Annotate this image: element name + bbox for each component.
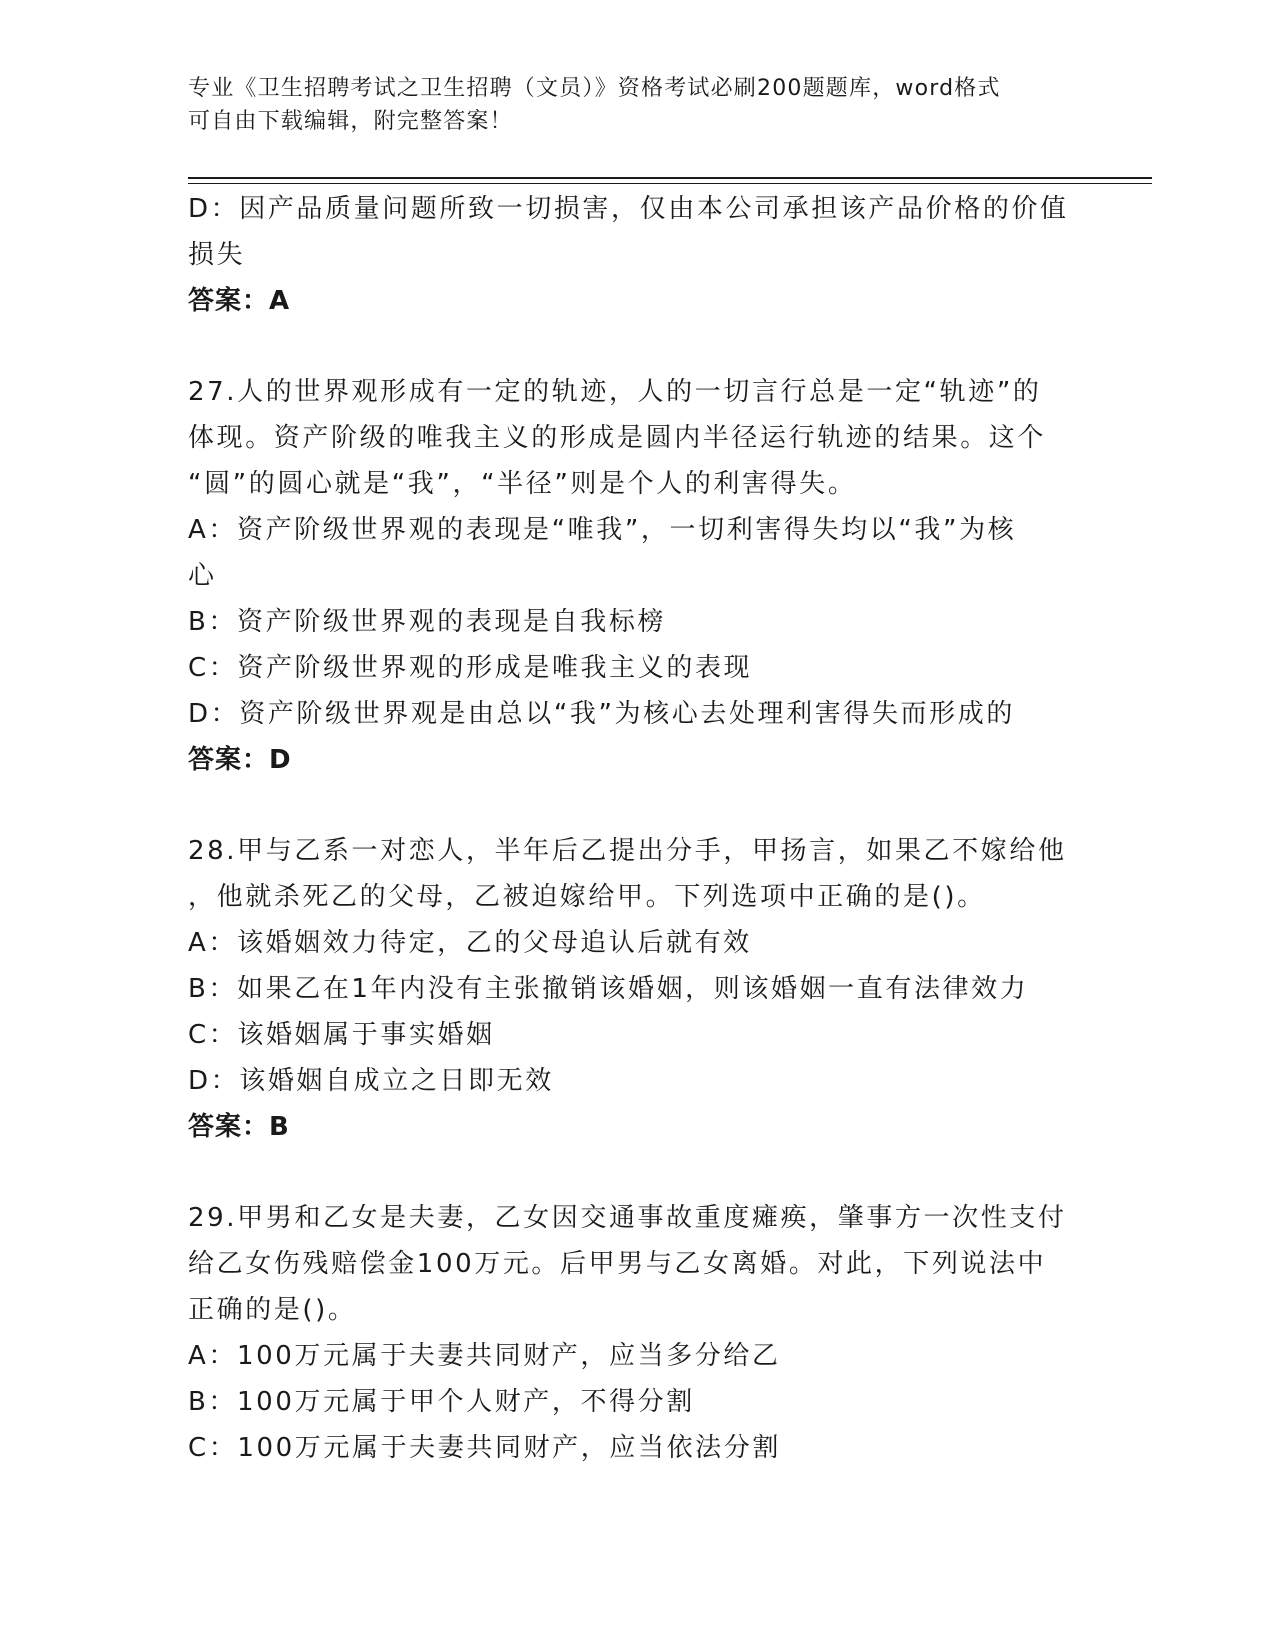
option-a: A：该婚姻效力待定，乙的父母追认后就有效 xyxy=(188,928,752,958)
header-divider-thick xyxy=(188,177,1152,179)
option-c: C：该婚姻属于事实婚姻 xyxy=(188,1020,495,1050)
option-c: C：100万元属于夫妻共同财产，应当依法分割 xyxy=(188,1433,781,1463)
spacer xyxy=(188,324,1088,369)
option-d: D：因产品质量问题所致一切损害，仅由本公司承担该产品价格的价值 xyxy=(188,194,1069,224)
option-b: B：100万元属于甲个人财产，不得分割 xyxy=(188,1387,695,1417)
answer: 答案：B xyxy=(188,1112,290,1142)
question-stem-continued: 给乙女伤残赔偿金100万元。后甲男与乙女离婚。对此，下列说法中 xyxy=(188,1249,1047,1279)
question-26 xyxy=(188,186,1088,324)
question-stem-continued: 体现。资产阶级的唯我主义的形成是圆内半径运行轨迹的结果。这个 xyxy=(188,423,1047,453)
option-d: D：该婚姻自成立之日即无效 xyxy=(188,1066,554,1096)
question-stem-continued: ，他就杀死乙的父母，乙被迫嫁给甲。下列选项中正确的是()。 xyxy=(188,882,986,912)
option-a-continued: 心 xyxy=(188,561,217,591)
question-stem-continued: 正确的是()。 xyxy=(188,1295,357,1325)
question-29 xyxy=(188,1195,1088,1471)
question-stem: 27.人的世界观形成有一定的轨迹，人的一切言行总是一定“轨迹”的 xyxy=(188,377,1042,407)
header-divider-thin xyxy=(188,183,1152,184)
option-a: A：100万元属于夫妻共同财产，应当多分给乙 xyxy=(188,1341,781,1371)
option-c: C：资产阶级世界观的形成是唯我主义的表现 xyxy=(188,653,753,683)
header-title-line-1: 专业《卫生招聘考试之卫生招聘（文员）》资格考试必刷200题题库，word格式 xyxy=(188,76,1001,101)
option-b: B：资产阶级世界观的表现是自我标榜 xyxy=(188,607,667,637)
question-stem: 29.甲男和乙女是夫妻，乙女因交通事故重度瘫痪，肇事方一次性支付 xyxy=(188,1203,1067,1233)
question-stem-continued: “圆”的圆心就是“我”，“半径”则是个人的利害得失。 xyxy=(188,469,857,499)
page-header xyxy=(188,72,1068,138)
question-28 xyxy=(188,828,1088,1150)
option-a: A：资产阶级世界观的表现是“唯我”，一切利害得失均以“我”为核 xyxy=(188,515,1017,545)
answer: 答案：D xyxy=(188,745,292,775)
spacer xyxy=(188,1150,1088,1195)
option-d: D：资产阶级世界观是由总以“我”为核心去处理利害得失而形成的 xyxy=(188,699,1015,729)
answer: 答案：A xyxy=(188,286,291,316)
spacer xyxy=(188,783,1088,828)
option-b: B：如果乙在1年内没有主张撤销该婚姻，则该婚姻一直有法律效力 xyxy=(188,974,1029,1004)
question-27 xyxy=(188,369,1088,783)
document-body xyxy=(188,186,1088,1471)
option-d-continued: 损失 xyxy=(188,240,246,270)
header-title-line-2: 可自由下载编辑，附完整答案！ xyxy=(188,109,513,134)
question-stem: 28.甲与乙系一对恋人，半年后乙提出分手，甲扬言，如果乙不嫁给他 xyxy=(188,836,1067,866)
